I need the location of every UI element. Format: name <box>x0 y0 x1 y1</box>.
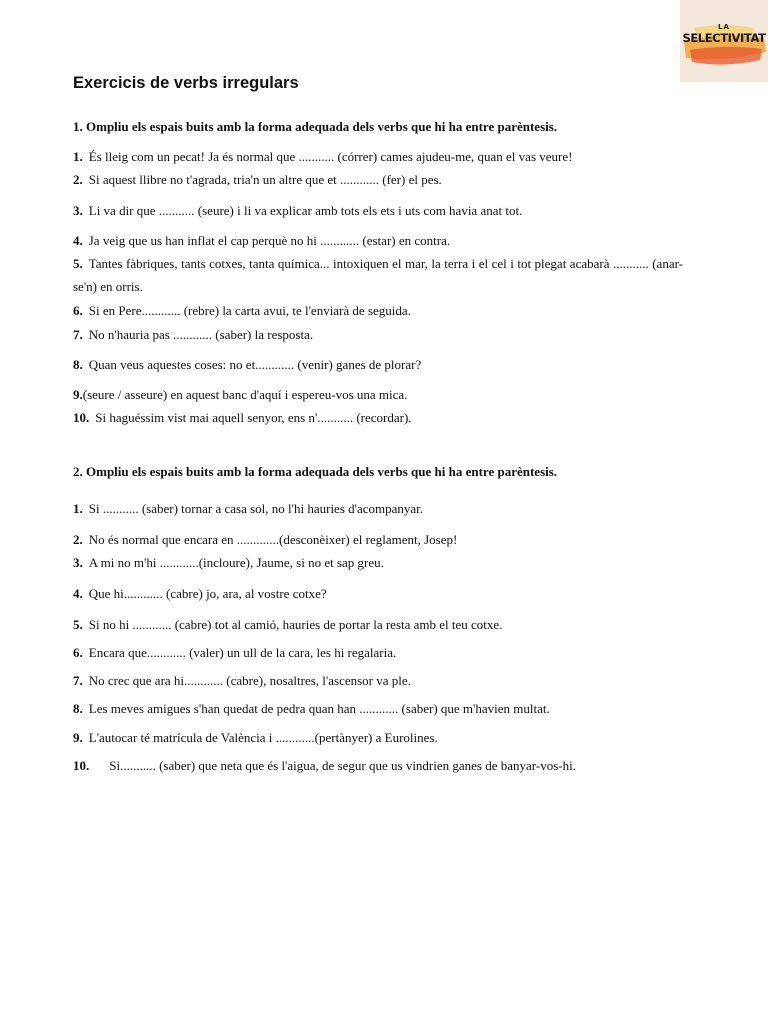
item-text: És lleig com un pecat! Ja és normal que ........... (córrer) cames ajudeu-me, quan el vas veure! <box>88 149 573 164</box>
item-text: Si no hi ............ (cabre) tot al camió, hauries de portar la resta amb el teu cotxe. <box>88 617 503 632</box>
item-number: 2. <box>73 172 83 187</box>
item-text: Si en Pere............ (rebre) la carta avui, te l'enviarà de seguida. <box>88 303 411 318</box>
exercise1-item-9 <box>73 383 683 406</box>
item-text: Si........... (saber) que neta que és l'aigua, de segur que us vindrien ganes de banyar-vos-hi. <box>109 758 576 773</box>
logo-top-text: LA <box>718 23 730 31</box>
item-text: Ja veig que us han inflat el cap perquè no hi ............ (estar) en contra. <box>88 233 451 248</box>
exercise2-item-2 <box>73 528 683 551</box>
item-text: Encara que............ (valer) un ull de la cara, les hi regalaria. <box>88 645 397 660</box>
item-text: Li va dir que ........... (seure) i li va explicar amb tots els ets i uts com havia anat tot. <box>88 203 523 218</box>
exercise2-item-8 <box>73 697 683 720</box>
item-number: 9. <box>73 387 83 402</box>
item-text: Si haguéssim vist mai aquell senyor, ens n'........... (recordar). <box>95 410 412 425</box>
section2-instruction: 2. Ompliu els espais buits amb la forma adequada dels verbs que hi ha entre parèntesis. <box>73 464 558 479</box>
exercise2-item-5 <box>73 613 683 636</box>
exercise2-item-3 <box>73 551 683 574</box>
item-number: 8. <box>73 701 83 716</box>
exercise2-item-6 <box>73 641 683 664</box>
exercise1-item-6 <box>73 299 683 322</box>
exercise1-item-2 <box>73 168 683 191</box>
item-number: 4. <box>73 233 83 248</box>
exercise2-item-7 <box>73 669 683 692</box>
exercise1-item-4 <box>73 229 683 252</box>
item-number: 6. <box>73 303 83 318</box>
item-text: Si aquest llibre no t'agrada, tria'n un altre que et ............ (fer) el pes. <box>88 172 442 187</box>
exercise1-item-5 <box>73 252 683 298</box>
item-number: 10. <box>73 758 90 773</box>
exercise1-item-10 <box>73 406 683 429</box>
item-text: Que hi............ (cabre) jo, ara, al vostre cotxe? <box>88 586 327 601</box>
item-text: A mi no m'hi ............(incloure), Jaume, si no et sap greu. <box>88 555 384 570</box>
exercise2-item-10 <box>73 754 683 777</box>
section1-instruction: 1. Ompliu els espais buits amb la forma adequada dels verbs que hi ha entre parèntesis. <box>73 119 558 134</box>
item-number: 5. <box>73 256 83 271</box>
item-number: 5. <box>73 617 83 632</box>
exercise1-item-3 <box>73 199 683 222</box>
item-text: L'autocar té matrícula de València i ............(pertànyer) a Eurolines. <box>88 730 438 745</box>
item-text: Les meves amigues s'han quedat de pedra quan han ............ (saber) que m'havien multat. <box>88 701 550 716</box>
exercise1-item-7 <box>73 323 683 346</box>
item-number: 1. <box>73 149 83 164</box>
exercise2-item-9 <box>73 726 683 749</box>
page-title: Exercicis de verbs irregulars <box>73 74 299 92</box>
exercise1-item-8 <box>73 353 683 376</box>
item-number: 4. <box>73 586 83 601</box>
item-text: No crec que ara hi............ (cabre), nosaltres, l'ascensor va ple. <box>88 673 411 688</box>
logo-main-text: SELECTIVITAT <box>682 31 766 45</box>
item-text: No n'hauria pas ............ (saber) la resposta. <box>88 327 314 342</box>
item-number: 10. <box>73 410 90 425</box>
exercise2-item-4 <box>73 582 683 605</box>
item-text: No és normal que encara en .............(desconèixer) el reglament, Josep! <box>88 532 458 547</box>
exercise1-item-1 <box>73 145 683 168</box>
item-number: 6. <box>73 645 83 660</box>
item-text: (seure / asseure) en aquest banc d'aquí i espereu-vos una mica. <box>82 387 408 402</box>
item-number: 7. <box>73 327 83 342</box>
item-number: 3. <box>73 203 83 218</box>
exercise2-item-1 <box>73 497 683 520</box>
item-number: 9. <box>73 730 83 745</box>
item-text: Quan veus aquestes coses: no et............ (venir) ganes de plorar? <box>88 357 422 372</box>
la-selectivitat-logo <box>680 0 768 82</box>
item-number: 2. <box>73 532 83 547</box>
item-text: Si ........... (saber) tornar a casa sol, no l'hi hauries d'acompanyar. <box>88 501 424 516</box>
item-number: 1. <box>73 501 83 516</box>
item-text: Tantes fàbriques, tants cotxes, tanta química... intoxiquen el mar, la terra i el cel i tot plegat acabarà ........... (anar-se'n) en orris. <box>73 256 683 294</box>
item-number: 7. <box>73 673 83 688</box>
item-number: 3. <box>73 555 83 570</box>
item-number: 8. <box>73 357 83 372</box>
